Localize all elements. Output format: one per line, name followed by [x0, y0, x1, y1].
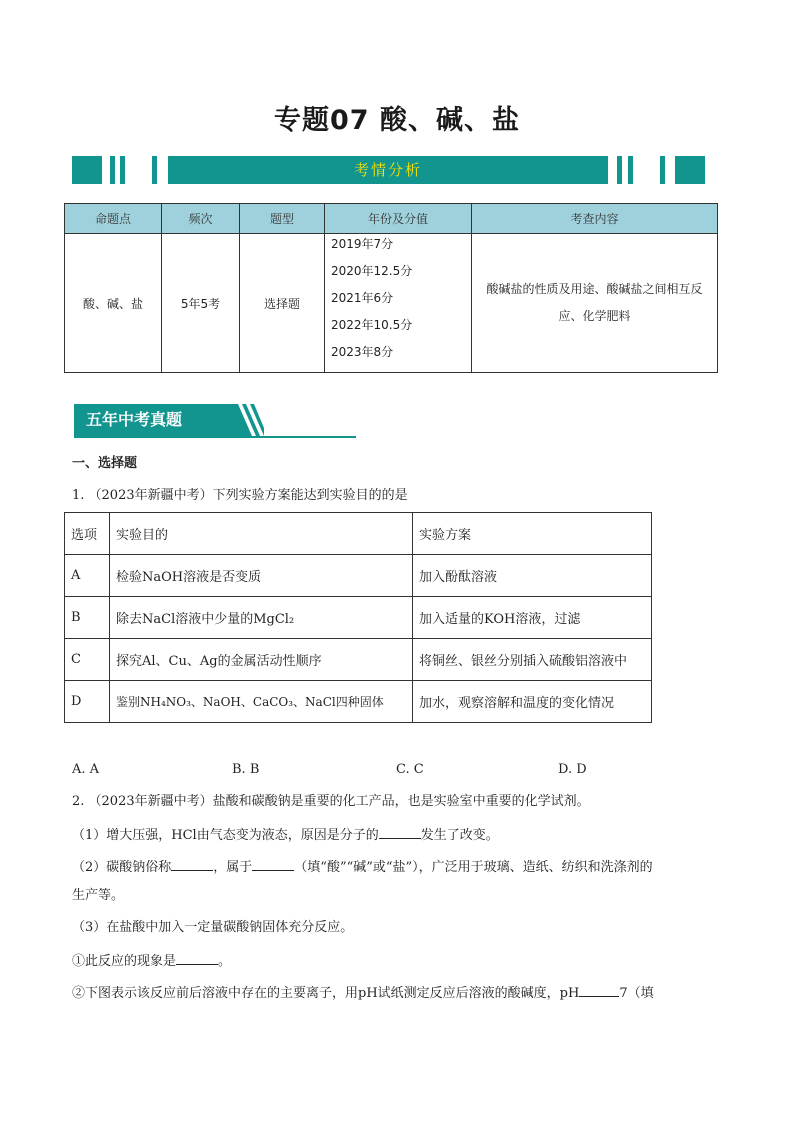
answer-blank[interactable] — [579, 982, 619, 997]
table-row — [65, 681, 652, 723]
table-cell: 实验方案 — [413, 513, 652, 555]
header-content: 考查内容 — [472, 204, 718, 234]
table-cell: C — [65, 639, 110, 681]
table-cell: 加入酚酞溶液 — [413, 555, 652, 597]
text-segment: （2）碳酸钠俗称 — [72, 860, 172, 875]
table-cell: 探究Al、Cu、Ag的金属活动性顺序 — [110, 639, 413, 681]
text-segment: （填“酸”“碱”或“盐”），广泛用于玻璃、造纸、纺织和洗涤剂的 — [294, 860, 653, 875]
table-cell: D — [65, 681, 110, 723]
table-cell: B — [65, 597, 110, 639]
answer-blank[interactable] — [176, 950, 218, 965]
header-frequency: 频次 — [162, 204, 240, 234]
text-segment: ①此反应的现象是 — [72, 954, 177, 969]
year-score: 2022年10.5分 — [331, 318, 413, 332]
table-row — [65, 597, 652, 639]
question-2-part-1 — [72, 824, 499, 846]
part-heading: 一、选择题 — [72, 456, 138, 471]
question-2-part-2 — [72, 856, 653, 878]
question-2-part-3: （3）在盐酸中加入一定量碳酸钠固体充分反应。 — [72, 920, 354, 935]
question-2-part-3-2 — [72, 982, 654, 1004]
option-c[interactable]: C. C — [396, 762, 424, 777]
table-cell: 选项 — [65, 513, 110, 555]
option-d[interactable]: D. D — [558, 762, 587, 777]
table-header-row — [65, 204, 718, 234]
banner-stripe — [617, 156, 622, 184]
banner-stripe — [628, 156, 633, 184]
question-1-table — [64, 512, 652, 723]
year-score: 2019年7分 — [331, 237, 394, 251]
question-1-stem: 1. （2023年新疆中考）下列实验方案能达到实验目的的是 — [72, 488, 408, 503]
text-segment: ②下图表示该反应前后溶液中存在的主要离子，用pH试纸测定反应后溶液的酸碱度，pH — [72, 986, 580, 1001]
header-type: 题型 — [240, 204, 325, 234]
text-segment: 发生了改变。 — [420, 828, 499, 843]
table-row — [65, 639, 652, 681]
text-segment: 7（填 — [619, 986, 654, 1001]
cell-frequency: 5年5考 — [162, 234, 240, 373]
question-2-part-3-1 — [72, 950, 231, 972]
cell-content: 酸碱盐的性质及用途、酸碱盐之间相互反应、化学肥料 — [472, 234, 718, 373]
text-segment: （1）增大压强，HCl由气态变为液态，原因是分子的 — [72, 828, 379, 843]
table-cell: 除去NaCl溶液中少量的MgCl₂ — [110, 597, 413, 639]
section-label: 五年中考真题 — [74, 404, 224, 436]
section-underline — [74, 436, 356, 438]
table-cell: 将铜丝、银丝分别插入硫酸铝溶液中 — [413, 639, 652, 681]
table-row — [65, 513, 652, 555]
year-score: 2021年6分 — [331, 291, 394, 305]
table-cell: A — [65, 555, 110, 597]
cell-topic: 酸、碱、盐 — [65, 234, 162, 373]
table-cell: 加入适量的KOH溶液，过滤 — [413, 597, 652, 639]
cell-type: 选择题 — [240, 234, 325, 373]
header-topic: 命题点 — [65, 204, 162, 234]
table-cell: 实验目的 — [110, 513, 413, 555]
exam-analysis-table — [64, 203, 718, 373]
table-row — [65, 234, 718, 373]
stripes-icon — [224, 404, 264, 436]
page-title: 专题07 酸、碱、盐 — [274, 105, 520, 136]
table-row — [65, 555, 652, 597]
answer-blank[interactable] — [171, 856, 213, 871]
answer-blank[interactable] — [252, 856, 294, 871]
banner-label: 考情分析 — [168, 156, 608, 184]
banner-stripe — [110, 156, 115, 184]
banner-right-block — [675, 156, 705, 184]
option-a[interactable]: A. A — [72, 762, 100, 777]
banner-left-block — [72, 156, 102, 184]
answer-blank[interactable] — [379, 824, 421, 839]
banner-stripe — [120, 156, 125, 184]
banner-stripe — [152, 156, 157, 184]
header-years: 年份及分值 — [325, 204, 472, 234]
question-2-part-2-cont: 生产等。 — [72, 888, 125, 903]
table-cell: 鉴别NH₄NO₃、NaOH、CaCO₃、NaCl四种固体 — [110, 681, 413, 723]
text-segment: ，属于 — [213, 860, 253, 875]
text-segment: 。 — [218, 954, 232, 969]
analysis-banner — [72, 156, 705, 184]
section-tab — [74, 404, 356, 438]
cell-years — [325, 234, 472, 373]
question-2-stem: 2. （2023年新疆中考）盐酸和碳酸钠是重要的化工产品，也是实验室中重要的化学试剂。 — [72, 794, 590, 809]
option-b[interactable]: B. B — [232, 762, 260, 777]
banner-stripe — [660, 156, 665, 184]
year-score: 2023年8分 — [331, 345, 394, 359]
table-cell: 检验NaOH溶液是否变质 — [110, 555, 413, 597]
year-score: 2020年12.5分 — [331, 264, 413, 278]
table-cell: 加水，观察溶解和温度的变化情况 — [413, 681, 652, 723]
